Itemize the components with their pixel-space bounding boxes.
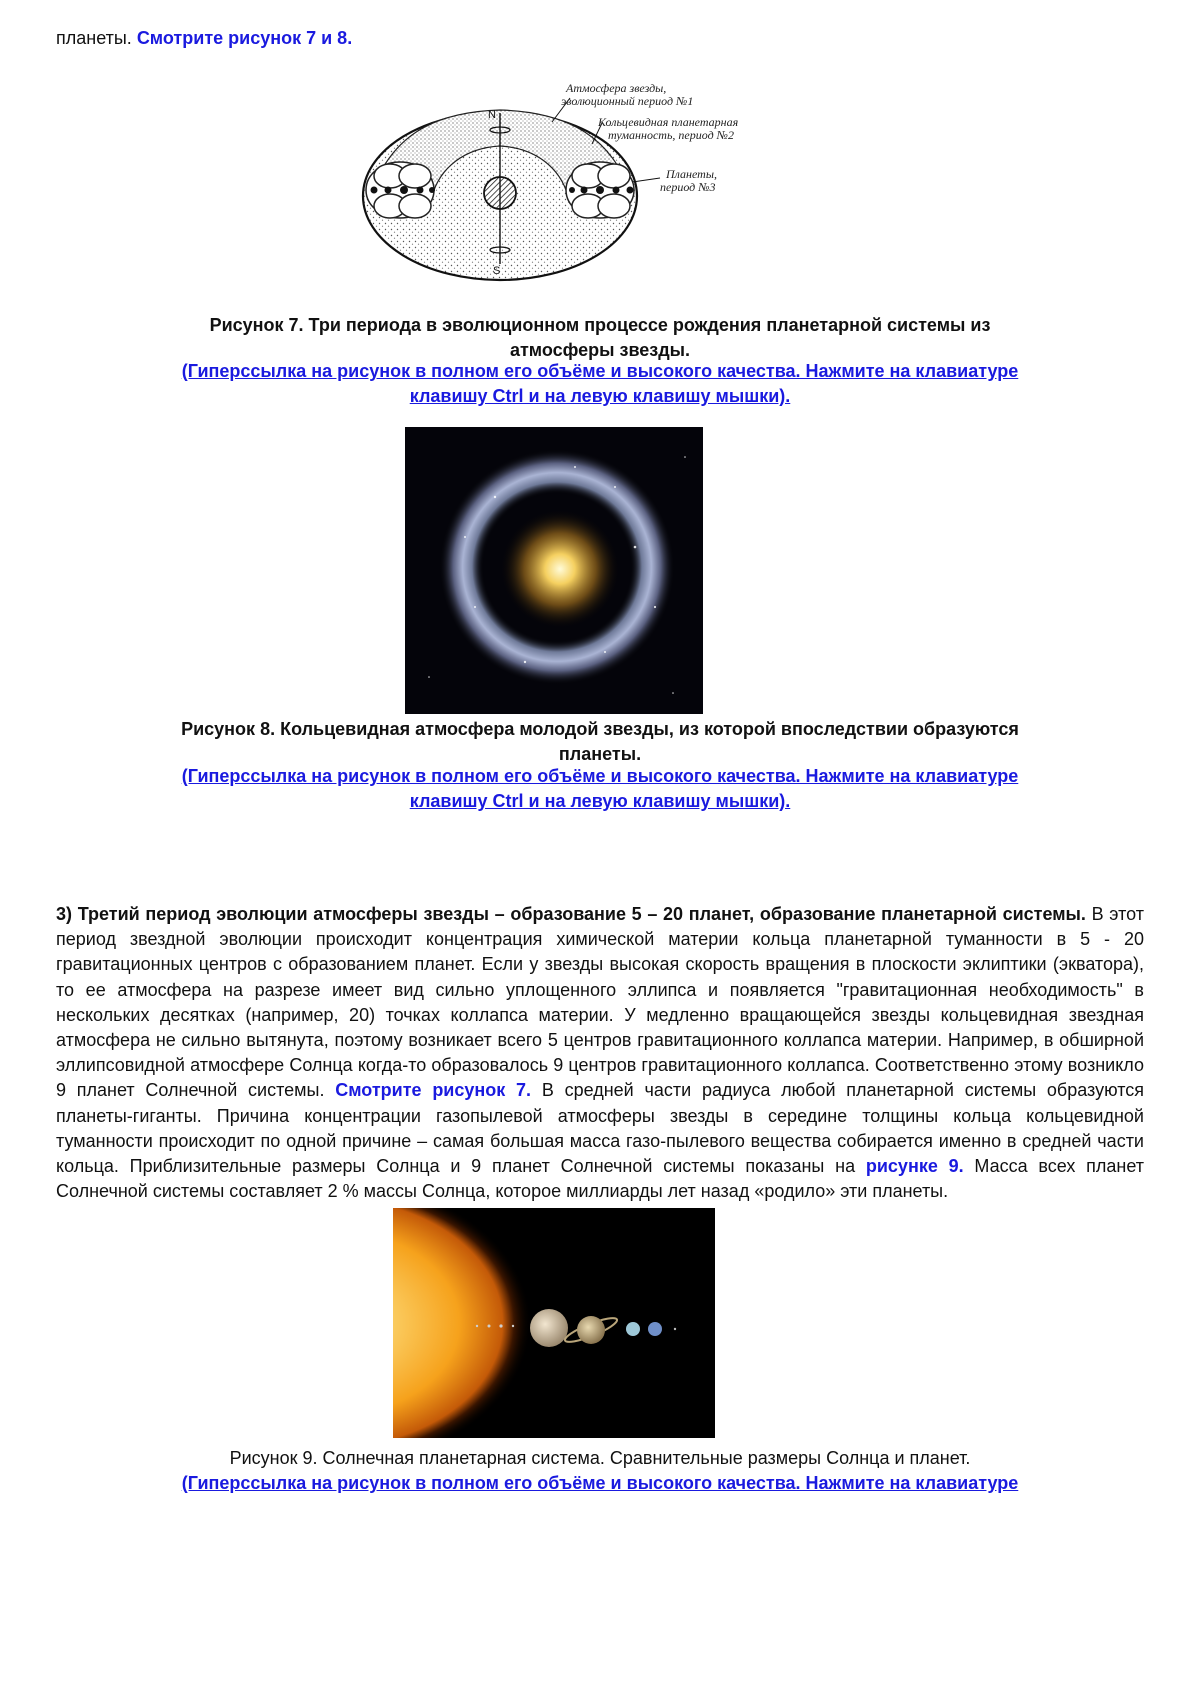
planets-label-1: Планеты,: [666, 167, 717, 181]
figure8-ring-image: [405, 427, 703, 714]
nebula-label-2: туманность, период №2: [608, 128, 734, 142]
figure9-caption: [70, 1446, 1130, 1471]
figure7-hyperlink-line1[interactable]: (Гиперссылка на рисунок в полном его объёме и высокого качества. Нажмите на клавиатуре: [181, 361, 1019, 381]
figure9-hyperlink-line1[interactable]: (Гиперссылка на рисунок в полном его объёме и высокого качества. Нажмите на клавиатуре: [181, 1473, 1019, 1493]
north-pole-label: N: [488, 109, 496, 121]
paragraph-lead: 3) Третий период эволюции атмосферы звезды – образование 5 – 20 планет, образование планетарной системы.: [56, 904, 1086, 924]
figure8-caption: [70, 717, 1130, 767]
figure7-hyperlink[interactable]: [70, 359, 1130, 409]
intro-text: планеты.: [56, 28, 137, 48]
body-paragraph: [56, 902, 1144, 1204]
figure9-caption-line: Рисунок 9. Солнечная планетарная система. Сравнительные размеры Солнца и планет.: [229, 1448, 971, 1468]
figure7-diagram: [360, 78, 860, 298]
atmosphere-label-1: Атмосфера звезды,: [566, 81, 667, 95]
paragraph-text-1: В этот период звездной эволюции происходит концентрация химической материи кольца планетарной туманности в 5 - 20 гравитационных центров с образованием планет. Если у звезды высокая скорость вращения в плоскости эклиптики (экватора), то ее атмосфера на разрезе имеет вид сильно уплощенного эллипса и появляется "гравитационная необходимость" в нескольких десятках (например, 20) точках коллапса материи. У медленно вращающейся звезды кольцевидная звездная атмосфера не сильно вытянута, поэтому возникает всего 5 центров гравитационного коллапса материи. Например, в обширной эллипсовидной атмосфере Солнца когда-то образовалось 9 центров гравитационного коллапса. Соответственно этому возникло 9 планет Солнечной системы.: [56, 904, 1144, 1101]
figure8-caption-line1: Рисунок 8. Кольцевидная атмосфера молодой звезды, из которой впоследствии образуются: [181, 719, 1019, 739]
figure7-caption-line2: атмосферы звезды.: [509, 340, 691, 360]
jupiter: [530, 1309, 568, 1347]
neptune: [648, 1322, 662, 1336]
atmosphere-label-2: эволюционный период №1: [561, 94, 694, 108]
figure9-solar-system-image: [393, 1208, 715, 1438]
figure7-caption-line1: Рисунок 7. Три периода в эволюционном процессе рождения планетарной системы из: [209, 315, 991, 335]
central-star-glow: [500, 509, 620, 629]
figure-reference-link[interactable]: Смотрите рисунок 7 и 8.: [136, 28, 353, 48]
figure9-hyperlink[interactable]: [70, 1471, 1130, 1496]
uranus: [626, 1322, 640, 1336]
figure8-caption-line2: планеты.: [558, 744, 642, 764]
nebula-label-1: Кольцевидная планетарная: [598, 115, 739, 129]
figure8-hyperlink-line2[interactable]: клавишу Ctrl и на левую клавишу мышки).: [409, 791, 791, 811]
figure7-hyperlink-line2[interactable]: клавишу Ctrl и на левую клавишу мышки).: [409, 386, 791, 406]
figure7-caption: [70, 313, 1130, 363]
figure8-hyperlink[interactable]: [70, 764, 1130, 814]
figure9-reference-link[interactable]: рисунке 9.: [865, 1156, 964, 1177]
pluto: [674, 1328, 676, 1330]
paragraph-text-3: Масса всех планет Солнечной системы составляет 2 % массы Солнца, которое миллиарды лет назад «родило» эти планеты.: [56, 1156, 1144, 1202]
intro-line: [56, 28, 352, 49]
planets-label-2: период №3: [660, 180, 716, 194]
paragraph-text-2: В средней части радиуса любой планетарной системы образуются планеты-гиганты. Причина концентрации газопылевой атмосферы звезды в середине толщины кольца кольцевидной туманности происходит по одной причине – самая большая масса газо-пылевого вещества собирается именно в средней части кольца. Приблизительные размеры Солнца и 9 планет Солнечной системы показаны на: [56, 1080, 1144, 1177]
south-pole-label: S: [493, 265, 501, 277]
saturn: [577, 1316, 605, 1344]
figure7-reference-link[interactable]: Смотрите рисунок 7.: [335, 1080, 532, 1101]
figure8-hyperlink-line1[interactable]: (Гиперссылка на рисунок в полном его объёме и высокого качества. Нажмите на клавиатуре: [181, 766, 1019, 786]
